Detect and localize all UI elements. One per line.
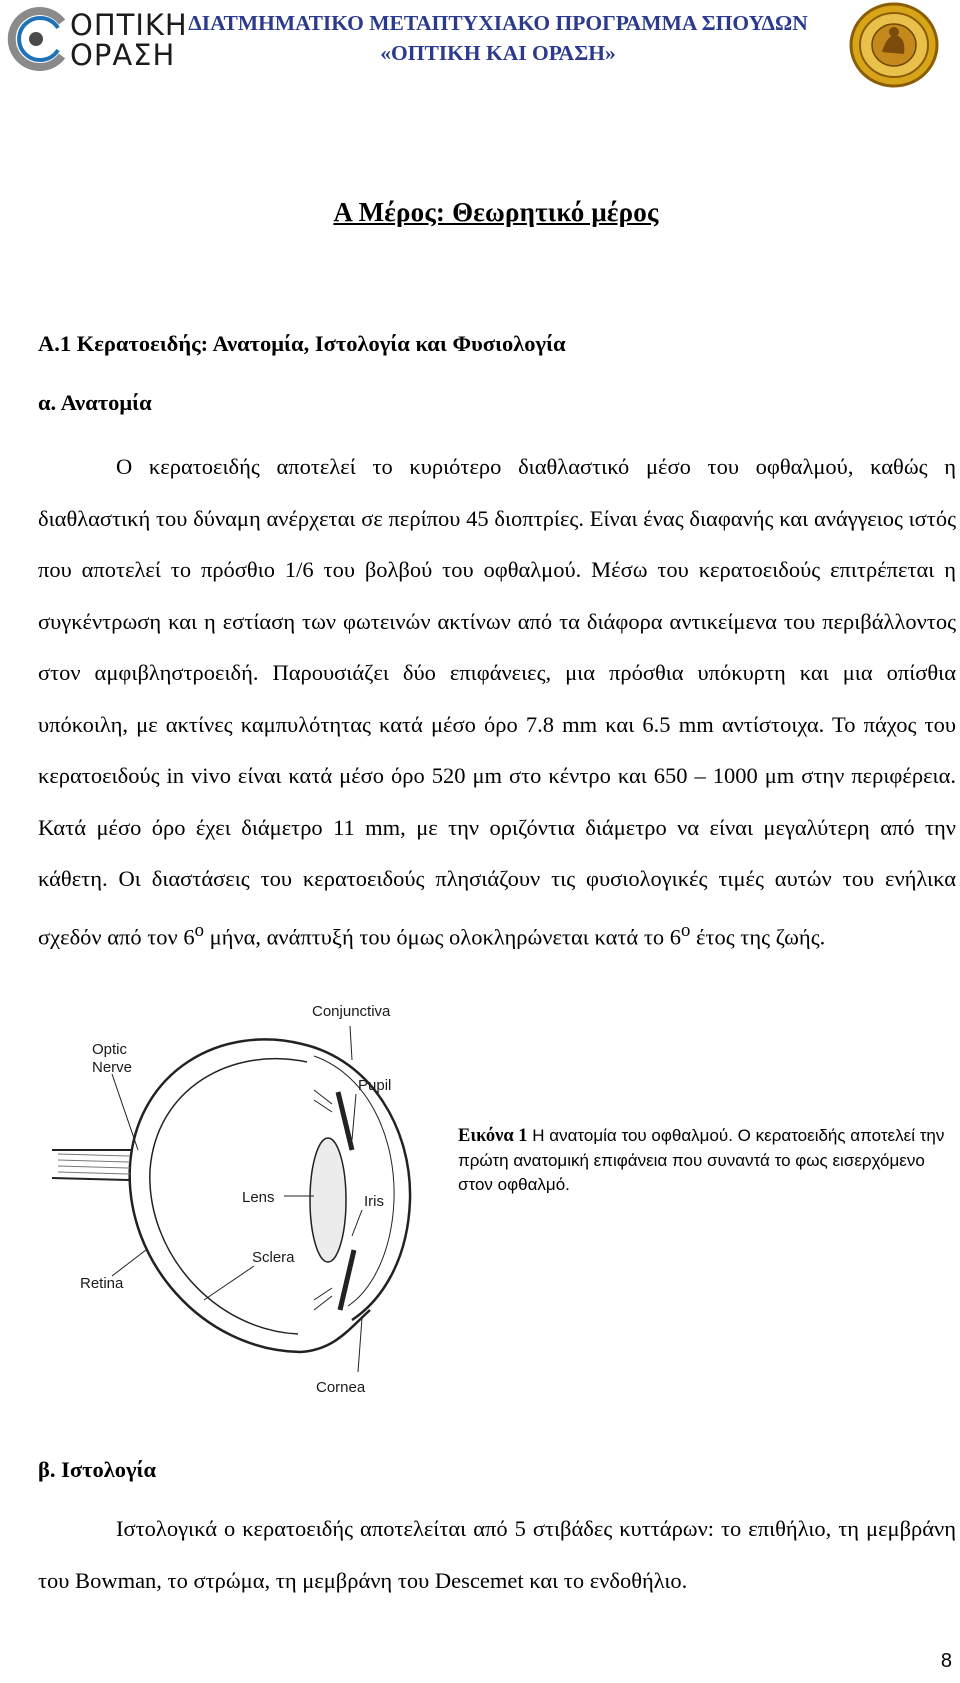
anatomy-text: Ο κερατοειδής αποτελεί το κυριότερο διαθλαστικό μέσο του οφθαλμού, καθώς η διαθλαστική του δύναμη ανέρχεται σε περίπου 45 διοπτρίες. Είναι ένας διαφανής και ανάγγειος ιστός που αποτελεί το πρόσθιο 1/6 του βολβού του οφθαλμού. Μέσω του κερατοειδούς επιτρέπεται η συγκέντρωση και η εστίαση των φωτεινών ακτίνων από τα διάφορα αντικείμενα του περιβάλλοντος στον αμφιβληστροειδή. Παρουσιάζει δύο επιφάνειες, μια πρόσθια υπόκυρτη και μια οπίσθια υπόκοιλη, με ακτίνες καμπυλότητας κατά μέσο όρο 7.8 mm και 6.5 mm αντίστοιχα. Το πάχος του κερατοειδούς in vivo είναι κατά μέσο όρο 520 μm στο κέντρο και 650 – 1000 μm στην περιφέρεια. Κατά μέσο όρο έχει διάμετρο 11 mm, με την οριζόντια διάμετρο να είναι μεγαλύτερη από την κάθετη. Οι διαστάσεις του κερατοειδούς πλησιάζουν τις φυσιολογικές τιμές αυτών του ενήλικα σχεδόν από τον 6	[38, 454, 956, 949]
caption-label: Εικόνα 1	[458, 1126, 528, 1146]
histology-heading: β. Ιστολογία	[38, 1457, 157, 1482]
university-seal-icon	[848, 2, 940, 88]
anatomy-heading: α. Ανατομία	[38, 390, 152, 415]
eye-logo-icon	[4, 6, 74, 72]
histology-paragraph: Ιστολογικά ο κερατοειδής αποτελείται από 5 στιβάδες κυττάρων: το επιθήλιο, τη μεμβράνη του Bowman, το στρώμα, τη μεμβράνη του Descemet και το ενδοθήλιο.	[38, 1516, 956, 1593]
label-retina: Retina	[80, 1275, 124, 1292]
superscript-1: ο	[194, 919, 204, 941]
label-conjunctiva: Conjunctiva	[312, 1003, 391, 1020]
logo-text-line1: ΟΠΤΙΚΗ	[70, 8, 188, 42]
page-number: 8	[940, 1650, 952, 1672]
superscript-2: ο	[681, 919, 691, 941]
program-logo	[4, 6, 188, 72]
anatomy-text-mid: μήνα, ανάπτυξή του όμως ολοκληρώνεται κατά το 6	[203, 924, 681, 949]
part-title: Α Μέρος: Θεωρητικό μέρος	[333, 197, 659, 227]
figure-caption	[458, 1124, 954, 1198]
label-optic: Optic	[92, 1041, 128, 1058]
label-pupil: Pupil	[358, 1077, 392, 1094]
eye-anatomy-diagram	[52, 1000, 452, 1420]
label-iris: Iris	[364, 1193, 384, 1210]
anatomy-paragraph	[38, 441, 956, 963]
caption-text: Η ανατομία του οφθαλμού. Ο κερατοειδής αποτελεί την πρώτη ανατομική επιφάνεια που συναντά το φως εισερχόμενο στον οφθαλμό.	[458, 1126, 945, 1194]
label-cornea: Cornea	[316, 1379, 366, 1396]
label-lens: Lens	[242, 1189, 275, 1206]
section-title: Α.1 Κερατοειδής: Ανατομία, Ιστολογία και Φυσιολογία	[38, 331, 566, 356]
anatomy-text-end: έτος της ζωής.	[690, 924, 826, 949]
program-title-line2: «ΟΠΤΙΚΗ ΚΑΙ ΟΡΑΣΗ»	[380, 41, 616, 65]
label-sclera: Sclera	[252, 1249, 295, 1266]
logo-text-line2: ΟΡΑΣΗ	[70, 38, 176, 72]
program-title-line1: ΔΙΑΤΜΗΜΑΤΙΚΟ ΜΕΤΑΠΤΥΧΙΑΚΟ ΠΡΟΓΡΑΜΜΑ ΣΠΟΥΔΩΝ	[188, 11, 808, 35]
label-nerve: Nerve	[92, 1059, 133, 1076]
